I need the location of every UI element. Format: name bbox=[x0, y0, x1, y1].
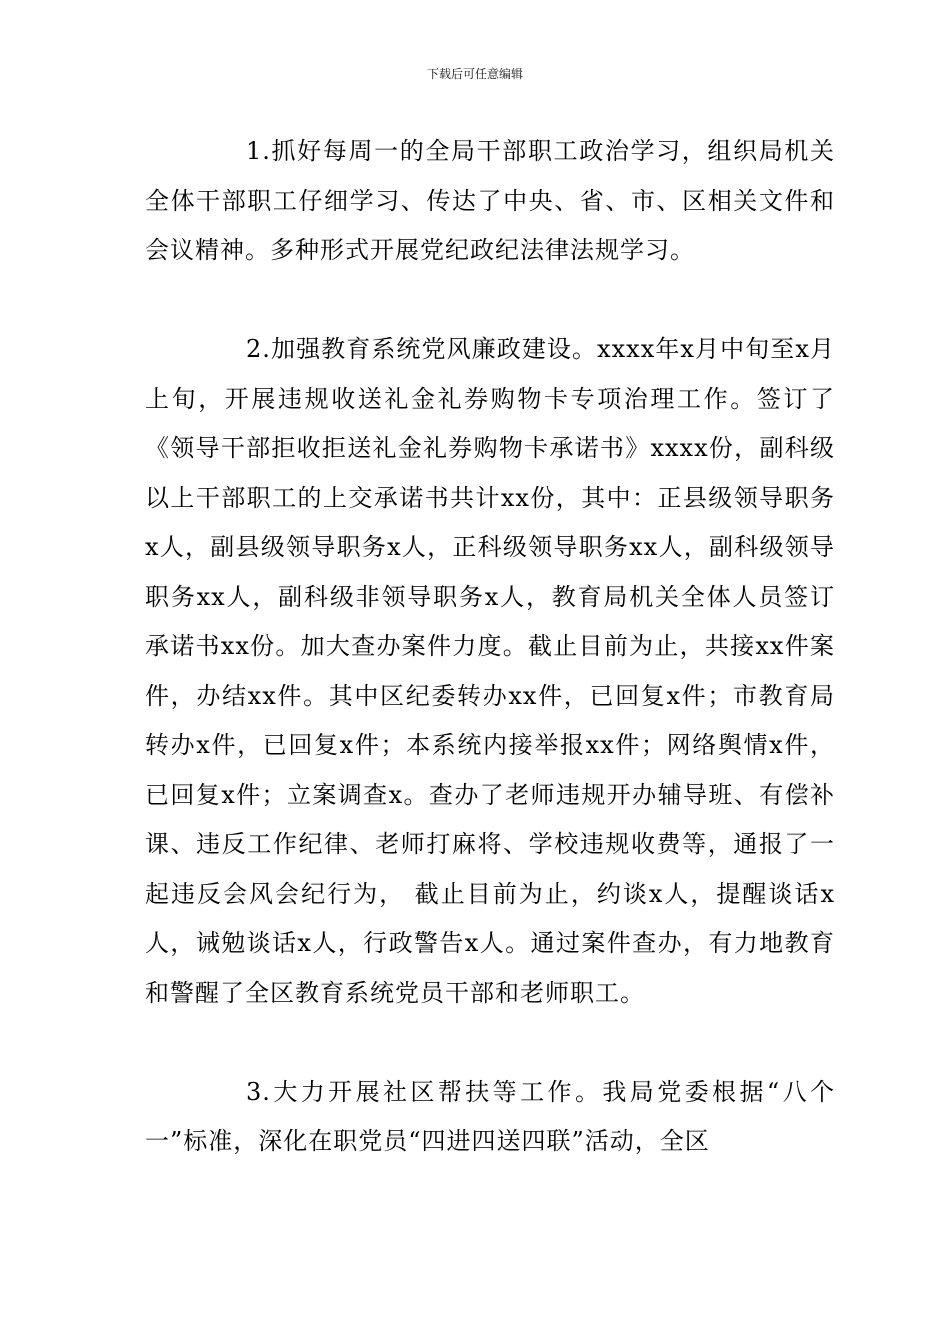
paragraph-spacer bbox=[145, 276, 835, 326]
paragraph-2: 2.加强教育系统党风廉政建设。xxxx年x月中旬至x月上旬，开展违规收送礼金礼券购物卡专项治理工作。签订了《领导干部拒收拒送礼金礼券购物卡承诺书》xxxx份，副科级以上干部职工的上交承诺书共计xx份，其中：正县级领导职务x人，副县级领导职务x人，正科级领导职务xx人，副科级领导职务xx人，副科级非领导职务x人，教育局机关全体人员签订承诺书xx份。加大查办案件力度。截止目前为止，共接xx件案件，办结xx件。其中区纪委转办xx件，已回复x件；市教育局转办x件，已回复x件；本系统内接举报xx件；网络舆情x件，已回复x件；立案调查x。查办了老师违规开办辅导班、有偿补课、违反工作纪律、老师打麻将、学校违规收费等，通报了一起违反会风会纪行为， 截止目前为止，约谈x人，提醒谈话x人，诫勉谈话x人，行政警告x人。通过案件查办，有力地教育和警醒了全区教育系统党员干部和老师职工。 bbox=[145, 335, 835, 1007]
paragraph-1: 1.抓好每周一的全局干部职工政治学习，组织局机关全体干部职工仔细学习、传达了中央、省、市、区相关文件和会议精神。多种形式开展党纪政纪法律法规学习。 bbox=[145, 137, 835, 264]
paragraph-spacer bbox=[145, 1018, 835, 1068]
page-header-note: 下载后可任意编辑 bbox=[426, 67, 523, 81]
paragraph-3: 3.大力开展社区帮扶等工作。我局党委根据“八个一”标准，深化在职党员“四进四送四联”活动，全区 bbox=[145, 1077, 835, 1155]
document-body bbox=[145, 127, 835, 1167]
